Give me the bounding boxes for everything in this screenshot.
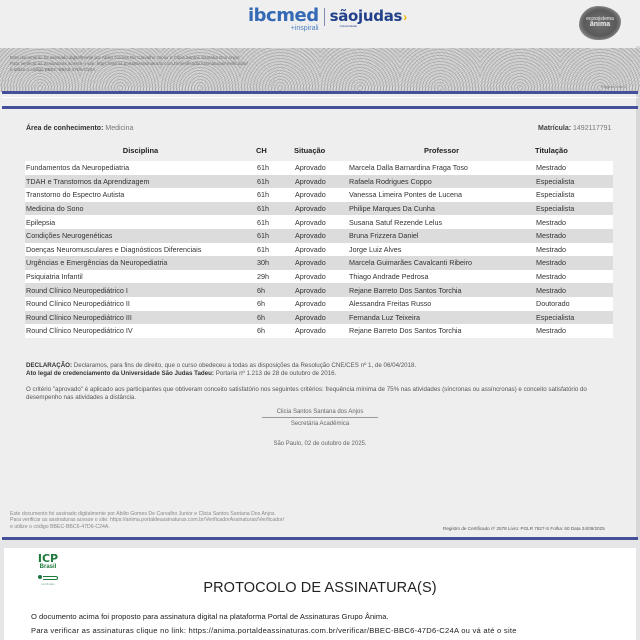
cell-disciplina: Urgências e Emergências da Neuropediatria <box>26 258 168 268</box>
cell-disciplina: Round Clínico Neuropediátrico IV <box>26 326 133 336</box>
cell-disciplina: Epilepsia <box>26 217 56 227</box>
cell-ch: 61h <box>257 190 269 200</box>
table-row <box>25 243 613 257</box>
cell-professor: Alessandra Freitas Russo <box>349 299 432 309</box>
cell-ch: 6h <box>257 299 265 309</box>
signatory-name: Clicia Santos Santana dos Anjos <box>262 409 378 418</box>
protocol-title: PROTOCOLO DE ASSINATURA(S) <box>203 580 437 596</box>
cell-ch: 6h <box>257 326 265 336</box>
cell-titulacao: Mestrado <box>536 326 566 336</box>
cell-professor: Bruna Frizzera Daniel <box>349 231 419 241</box>
cell-situacao: Aprovado <box>295 326 326 336</box>
logo-divider <box>324 8 325 26</box>
table-row <box>25 215 613 229</box>
cell-ch: 61h <box>257 163 269 173</box>
table-row <box>25 161 613 175</box>
watermark-signature-note <box>10 55 340 73</box>
cell-titulacao: Especialista <box>536 190 575 200</box>
cell-situacao: Aprovado <box>295 217 326 227</box>
cell-ch: 6h <box>257 285 265 295</box>
cell-ch: 30h <box>257 258 269 268</box>
header-professor: Professor <box>423 145 459 155</box>
cell-situacao: Aprovado <box>295 204 326 214</box>
matricula-label: Matrícula: <box>538 125 572 132</box>
brasil-text: Brasil <box>39 564 57 570</box>
cell-disciplina: Round Clínico Neuropediátrico I <box>26 285 128 295</box>
protocol-paragraph-1: O documento acima foi proposto para assinatura digital na plataforma Portal de Assinaturas Grupo Ânima. <box>31 612 389 621</box>
cell-disciplina: Fundamentos da Neuropediatria <box>26 163 130 173</box>
cell-titulacao: Doutorado <box>536 299 570 309</box>
cell-titulacao: Mestrado <box>536 231 566 241</box>
cell-situacao: Aprovado <box>295 258 326 268</box>
cell-situacao: Aprovado <box>295 231 326 241</box>
footer-line-1: Este documento foi assinado digitalmente por Abilio Gomes De Carvalho Junior e Clicia Santos Santana Dos Anjos. <box>10 511 276 517</box>
table-row <box>25 297 613 311</box>
cell-disciplina: Round Clínico Neuropediátrico III <box>26 312 132 322</box>
badge-bottom-text: ânima <box>589 21 611 28</box>
header-titulacao: Titulação <box>535 145 568 155</box>
cell-titulacao: Mestrado <box>536 163 566 173</box>
cell-professor: Rejane Barreto Dos Santos Torchia <box>349 285 462 295</box>
declaration-label: DECLARAÇÃO: <box>26 362 73 369</box>
cell-titulacao: Mestrado <box>536 272 566 282</box>
declaration-line <box>26 362 586 370</box>
legal-act-text: Portaria nº 1.213 de 28 de outubro de 2016. <box>213 370 337 377</box>
cell-titulacao: Especialista <box>536 176 575 186</box>
ibcmed-logo <box>248 6 319 32</box>
area-value: Medicina <box>105 125 134 132</box>
certificate-header <box>0 0 640 46</box>
watermark-line-3: e utilize o código BBEC-BBC6-47D6-C24A. <box>10 67 97 72</box>
table-row <box>25 256 613 270</box>
cell-professor: Philipe Marques Da Cunha <box>349 204 435 214</box>
certificate-registry: Registro de Certificado nº 2578 Livro: PGLR 7827-S Folha: 60 Data 24/09/2025 <box>443 526 605 531</box>
cell-ch: 61h <box>257 204 269 214</box>
table-row <box>25 283 613 297</box>
watermark-line-1: Este documento foi assinado digitalmente por Abilio Gomes De Carvalho Junior e Clicia Santos Santana Dos Anjos. <box>10 55 241 60</box>
inspirali-wordmark: +inspirali <box>290 25 319 32</box>
cell-professor: Rafaela Rodrigues Coppo <box>349 176 432 186</box>
cell-situacao: Aprovado <box>295 272 326 282</box>
cell-ch: 6h <box>257 312 265 322</box>
footer-line-2: Para verificar as assinaturas acesse o site: https://anima.portaldeassinaturas.com.br/VerificadorAssinaturas/Verificador/ <box>10 517 285 524</box>
declaration-text: Declaramos, para fins de direito, que o curso obedeceu a todas as disposições da Resolução CNE/CES nº 1, de 06/04/2018. <box>72 362 417 369</box>
cell-professor: Marcela Guimarães Cavalcanti Ribeiro <box>349 258 473 268</box>
blue-divider-second <box>2 106 638 109</box>
table-row <box>25 175 613 189</box>
signatory-role: Secretária Acadêmica <box>290 421 350 427</box>
cell-professor: Susana Satuf Rezende Lelus <box>349 217 443 227</box>
cell-disciplina: Transtorno do Espectro Autista <box>26 190 125 200</box>
white-divider <box>2 97 638 98</box>
chevron-right-icon: › <box>403 10 408 24</box>
icp-text: ICP <box>37 552 59 565</box>
anima-ecosystem-badge <box>579 6 621 40</box>
cell-situacao: Aprovado <box>295 176 326 186</box>
enrollment-number <box>538 125 611 132</box>
cell-titulacao: Especialista <box>536 312 575 322</box>
cell-titulacao: Mestrado <box>536 244 566 254</box>
cell-professor: Vanessa Limeira Pontes de Lucena <box>349 190 462 200</box>
matricula-value: 1492117791 <box>573 125 612 132</box>
institution-logos <box>248 6 407 36</box>
cell-professor: Marcela Dalla Barnardina Fraga Toso <box>349 163 468 173</box>
cell-situacao: Aprovado <box>295 312 326 322</box>
legal-act-line <box>26 370 586 378</box>
protocol-verify-link[interactable]: Para verificar as assinaturas clique no link: https://anima.portaldeassinaturas.com.br/verificar/BBEC-BBC6-47D6-C24A ou vá até o site <box>31 626 517 635</box>
cell-disciplina: Medicina do Sono <box>26 204 84 214</box>
header-disciplina: Disciplina <box>122 145 159 155</box>
cell-professor: Jorge Luiz Alves <box>349 244 402 254</box>
table-header-row <box>25 145 613 161</box>
table-row <box>25 188 613 202</box>
cell-ch: 61h <box>257 217 269 227</box>
knowledge-area <box>26 125 133 132</box>
cell-situacao: Aprovado <box>295 163 326 173</box>
cell-ch: 61h <box>257 176 269 186</box>
cell-professor: Fernanda Luz Teixeira <box>349 312 420 322</box>
watermark-line-2: Para verificar as assinaturas acesse o site: https://anima.portaldeassinaturas.com.br/VerificadorAssinaturas/Verificador/ <box>10 61 248 66</box>
cell-titulacao: Mestrado <box>536 285 566 295</box>
cell-situacao: Aprovado <box>295 299 326 309</box>
legal-act-label: Ato legal de credenciamento da Universidade São Judas Tadeu: <box>26 370 214 377</box>
table-row <box>25 324 613 338</box>
saojudas-wordmark: sãojudas <box>329 7 403 25</box>
cell-disciplina: Condições Neurogenéticas <box>26 231 113 241</box>
cell-situacao: Aprovado <box>295 244 326 254</box>
blue-divider-bottom <box>2 537 638 540</box>
blue-divider-top <box>2 91 638 94</box>
cell-ch: 61h <box>257 244 269 254</box>
header-ch: CH <box>256 145 267 155</box>
cell-disciplina: Psiquiatria Infantil <box>26 272 83 282</box>
saojudas-logo <box>330 6 408 28</box>
declaration-block <box>26 362 586 378</box>
area-label: Área de conhecimento: <box>26 125 104 132</box>
table-row <box>25 311 613 325</box>
table-row <box>25 229 613 243</box>
table-row <box>25 270 613 284</box>
issue-place-date: São Paulo, 02 de outubro de 2025. <box>273 441 367 447</box>
cell-situacao: Aprovado <box>295 190 326 200</box>
cell-titulacao: Mestrado <box>536 258 566 268</box>
cell-ch: 61h <box>257 231 269 241</box>
badge-top-text: ecossistema <box>586 16 614 22</box>
icp-small-text: certificado <box>41 582 55 586</box>
page-number: Página 1 de 1 <box>601 84 626 89</box>
cell-professor: Thiago Andrade Pedrosa <box>349 272 429 282</box>
cell-professor: Rejane Barreto Dos Santos Torchia <box>349 326 462 336</box>
header-situacao: Situação <box>294 145 326 155</box>
cell-disciplina: Round Clínico Neuropediátrico II <box>26 299 130 309</box>
approval-criteria-text: O critério "aprovado" é aplicado aos participantes que obtiveram conceito satisfatório nos seguintes critérios: frequência mínima de 75% nas atividades (síncronas ou assíncronas) e conceito satisfatório do desempenho nas atividades a distância. <box>26 386 587 401</box>
ibcmed-wordmark: ibcmed <box>248 5 319 26</box>
table-row <box>25 202 613 216</box>
grades-table <box>25 145 613 338</box>
digital-signature-note <box>10 511 350 530</box>
cell-situacao: Aprovado <box>295 285 326 295</box>
cell-titulacao: Mestrado <box>536 217 566 227</box>
cell-disciplina: TDAH e Transtornos da Aprendizagem <box>26 176 150 186</box>
saojudas-subtitle: Universidade <box>339 24 358 28</box>
cell-ch: 29h <box>257 272 269 282</box>
footer-line-3: e utilize o código BBEC-BBC6-47D6-C24A. <box>10 523 110 530</box>
cell-disciplina: Doenças Neuromusculares e Diagnósticos Diferenciais <box>26 244 202 254</box>
cell-titulacao: Especialista <box>536 204 575 214</box>
